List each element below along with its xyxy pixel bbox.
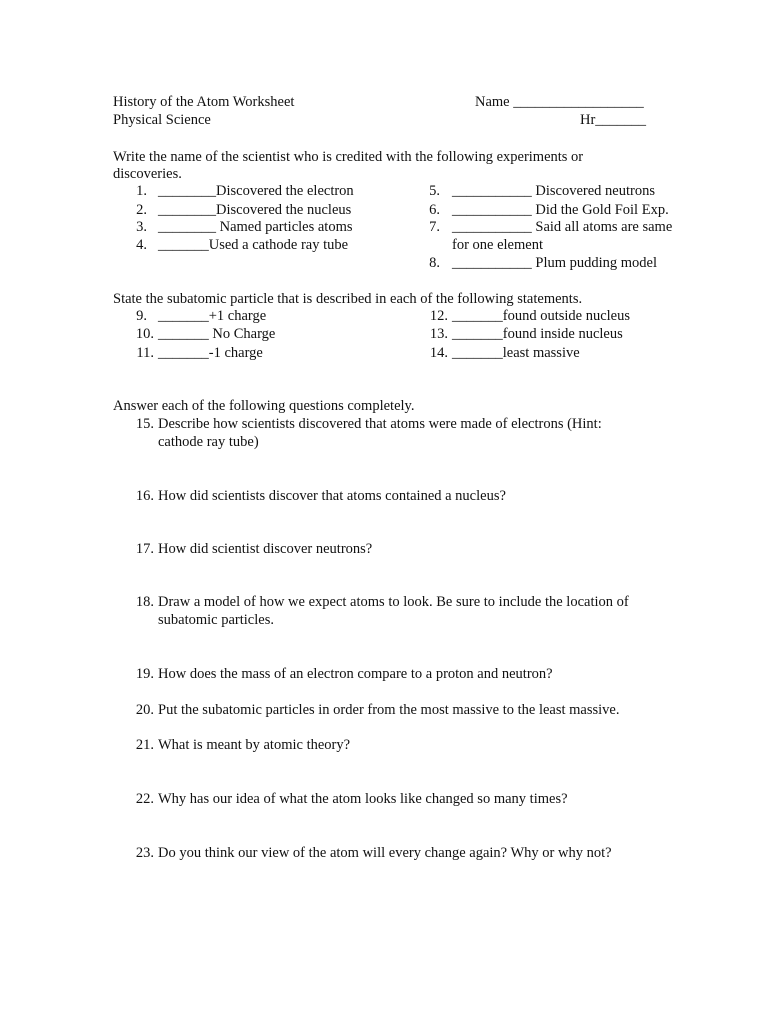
question-text: How did scientist discover neutrons? xyxy=(158,541,373,557)
question-text: Draw a model of how we expect atoms to look. Be sure to include the location of xyxy=(158,594,629,610)
list-item-continuation: for one element xyxy=(452,237,543,253)
question-number: 19. xyxy=(135,666,154,682)
list-item: _______Used a cathode ray tube xyxy=(158,237,349,253)
question-text-continuation: cathode ray tube) xyxy=(158,434,259,450)
section2-instructions: State the subatomic particle that is described in each of the following statements. xyxy=(113,291,583,307)
item-number: 14. xyxy=(429,345,448,361)
question-text: Put the subatomic particles in order from the most massive to the least massive. xyxy=(158,702,620,718)
hour-field: Hr_______ xyxy=(580,112,647,128)
item-number: 6. xyxy=(429,202,440,218)
item-number: 13. xyxy=(429,326,448,342)
list-item: _______found outside nucleus xyxy=(452,308,631,324)
question-number: 20. xyxy=(135,702,154,718)
question-number: 17. xyxy=(135,541,154,557)
question-number: 23. xyxy=(135,845,154,861)
question-text: What is meant by atomic theory? xyxy=(158,737,351,753)
question-text: Do you think our view of the atom will every change again? Why or why not? xyxy=(158,845,612,861)
question-text: Why has our idea of what the atom looks like changed so many times? xyxy=(158,791,568,807)
question-number: 22. xyxy=(135,791,154,807)
question-number: 18. xyxy=(135,594,154,610)
list-item: ________Discovered the electron xyxy=(158,183,354,199)
question-text: How did scientists discover that atoms contained a nucleus? xyxy=(158,488,506,504)
question-text: Describe how scientists discovered that atoms were made of electrons (Hint: xyxy=(158,416,602,432)
list-item: ___________ Discovered neutrons xyxy=(452,183,655,199)
item-number: 11. xyxy=(136,345,154,361)
item-number: 1. xyxy=(136,183,147,199)
list-item: _______least massive xyxy=(452,345,580,361)
item-number: 7. xyxy=(429,219,440,235)
item-number: 4. xyxy=(136,237,147,253)
list-item: ________Discovered the nucleus xyxy=(158,202,352,218)
item-number: 8. xyxy=(429,255,440,271)
item-number: 9. xyxy=(136,308,147,324)
item-number: 3. xyxy=(136,219,147,235)
list-item: _______+1 charge xyxy=(158,308,267,324)
item-number: 10. xyxy=(135,326,154,342)
question-number: 15. xyxy=(135,416,154,432)
item-number: 12. xyxy=(429,308,448,324)
section1-instructions-line2: discoveries. xyxy=(113,166,182,182)
item-number: 5. xyxy=(429,183,440,199)
list-item: ___________ Plum pudding model xyxy=(452,255,658,271)
section3-instructions: Answer each of the following questions completely. xyxy=(113,398,415,414)
list-item: _______ No Charge xyxy=(158,326,276,342)
list-item: ___________ Said all atoms are same xyxy=(452,219,673,235)
list-item: _______-1 charge xyxy=(158,345,263,361)
list-item: ________ Named particles atoms xyxy=(158,219,353,235)
question-number: 16. xyxy=(135,488,154,504)
question-number: 21. xyxy=(135,737,154,753)
item-number: 2. xyxy=(136,202,147,218)
list-item: ___________ Did the Gold Foil Exp. xyxy=(452,202,669,218)
name-field: Name __________________ xyxy=(475,94,644,110)
subject-label: Physical Science xyxy=(113,112,211,128)
list-item: _______found inside nucleus xyxy=(452,326,623,342)
section1-instructions-line1: Write the name of the scientist who is credited with the following experiments or xyxy=(113,149,584,165)
question-text: How does the mass of an electron compare to a proton and neutron? xyxy=(158,666,553,682)
question-text-continuation: subatomic particles. xyxy=(158,612,274,628)
worksheet-title: History of the Atom Worksheet xyxy=(113,94,295,110)
